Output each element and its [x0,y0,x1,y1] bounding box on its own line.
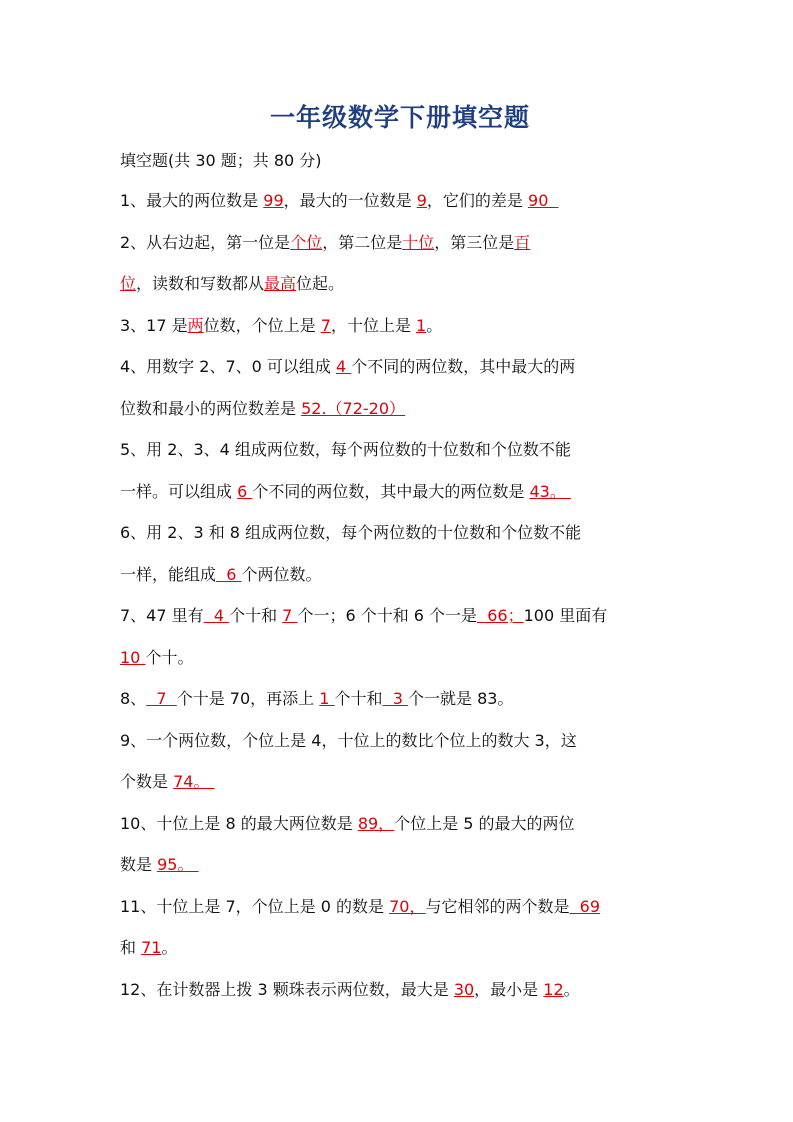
question-text: 7、47 里有 [120,606,204,625]
answer-text: 个位 [290,232,323,252]
answer-text: 30 [453,979,475,999]
answer-text: 90 [528,191,559,210]
question-text: 11、十位上是 7，个位上是 0 的数是 [120,896,390,916]
answer-text: 66； [477,606,524,625]
question-line [120,561,680,603]
answer-text: 十位 [402,232,435,252]
question-text: 位起。 [296,274,345,293]
question-text: ，最大的一位数是 [283,191,417,210]
question-line [120,893,680,935]
answer-text: 1 [319,689,335,708]
answer-text: 7 [282,606,298,625]
question-text: ，读数和写数都从 [136,274,265,293]
answer-text: 43。 [529,481,571,501]
question-line [120,270,680,312]
question-line [120,810,680,852]
question-line [120,519,680,561]
answer-text: 95。 [157,855,199,874]
question-line [120,436,680,478]
section-heading: 填空题(共 30 题；共 80 分) [120,151,322,170]
question-line [120,644,680,686]
answer-text: 9 [416,191,427,210]
answer-text: 99 [263,191,284,210]
question-line [120,685,680,727]
question-text: 个十和 [334,689,383,708]
question-text: 4、用数字 2、7、0 可以组成 [120,357,336,376]
question-line [120,602,680,644]
question-text: ，十位上是 [330,315,417,335]
question-text: 个不同的两位数，其中最大的两 [351,357,576,376]
question-text: 3、17 是 [120,315,188,335]
question-text: 8、 [120,689,147,708]
question-text: ，第二位是 [322,232,403,252]
answer-text: 1 [416,315,427,335]
question-line [120,312,680,354]
question-text: 个一；6 个十和 6 个一是 [297,606,478,625]
question-line [120,768,680,810]
answer-text: 位 [120,274,137,293]
question-text: 2、从右边起，第一位是 [120,232,291,252]
question-text: 个数是 [120,772,174,791]
question-line [120,187,680,229]
answer-text: 7 [146,689,177,708]
question-text: ，第三位是 [434,232,515,252]
answer-text: 74。 [173,772,215,791]
answer-text: 71 [141,938,162,957]
question-text: 位数，个位上是 [203,315,321,335]
question-text: 与它相邻的两个数是 [425,896,570,916]
question-text: 和 [120,938,142,957]
answer-text: 89， [357,813,395,833]
question-text: 个十。 [145,647,194,667]
answer-text: 两 [187,315,204,335]
question-line [120,851,680,893]
question-line [120,976,680,1018]
answer-text: 12 [543,979,564,999]
question-line [120,727,680,769]
question-text: 5、用 2、3、4 组成两位数，每个两位数的十位数和个位数不能 [120,440,571,459]
answer-text: 3 [382,689,408,708]
question-text: 。 [161,938,178,957]
answer-text: 百 [514,232,531,252]
question-text: 6、用 2、3 和 8 组成两位数，每个两位数的十位数和个位数不能 [120,523,582,542]
question-text: 9、一个两位数，个位上是 4，十位上的数比个位上的数大 3，这 [120,730,577,750]
answer-text: 6 [237,481,253,501]
question-line [120,353,680,395]
answer-text: 69 [569,896,600,916]
answer-text: 10 [120,647,146,667]
question-text: ，最小是 [474,979,544,999]
question-text: 12、在计数器上拨 3 颗珠表示两位数，最大是 [120,979,454,999]
question-text: 个位上是 5 的最大的两位 [394,813,575,833]
question-line [120,229,680,271]
question-text: 个两位数。 [241,564,322,584]
question-text: 一样，能组成 [120,564,217,584]
answer-text: 4 [203,606,230,625]
question-list [120,187,680,1017]
answer-text: 4 [335,357,352,376]
question-line [120,478,680,520]
question-text: 个十是 70，再添上 [176,689,320,708]
question-text: 数是 [120,855,158,874]
question-text: 100 里面有 [523,606,608,625]
question-text: 个十和 [229,606,283,625]
answer-text: 52.（72-20） [301,398,406,418]
question-text: 10、十位上是 8 的最大两位数是 [120,813,358,833]
question-text: 个不同的两位数，其中最大的两位数是 [252,481,530,501]
question-text: 1、最大的两位数是 [120,191,264,210]
answer-text: 7 [320,315,331,335]
answer-text: 最高 [264,274,297,293]
question-text: 位数和最小的两位数差是 [120,398,302,418]
question-text: 。 [563,979,580,999]
question-text: ，它们的差是 [426,191,529,210]
document-title: 一年级数学下册填空题 [269,103,530,132]
question-line [120,395,680,437]
answer-text: 70， [389,896,426,916]
question-line [120,934,680,976]
question-text: 个一就是 83。 [407,689,514,708]
question-text: 。 [426,315,443,335]
answer-text: 6 [216,564,242,584]
question-text: 一样。可以组成 [120,481,238,501]
